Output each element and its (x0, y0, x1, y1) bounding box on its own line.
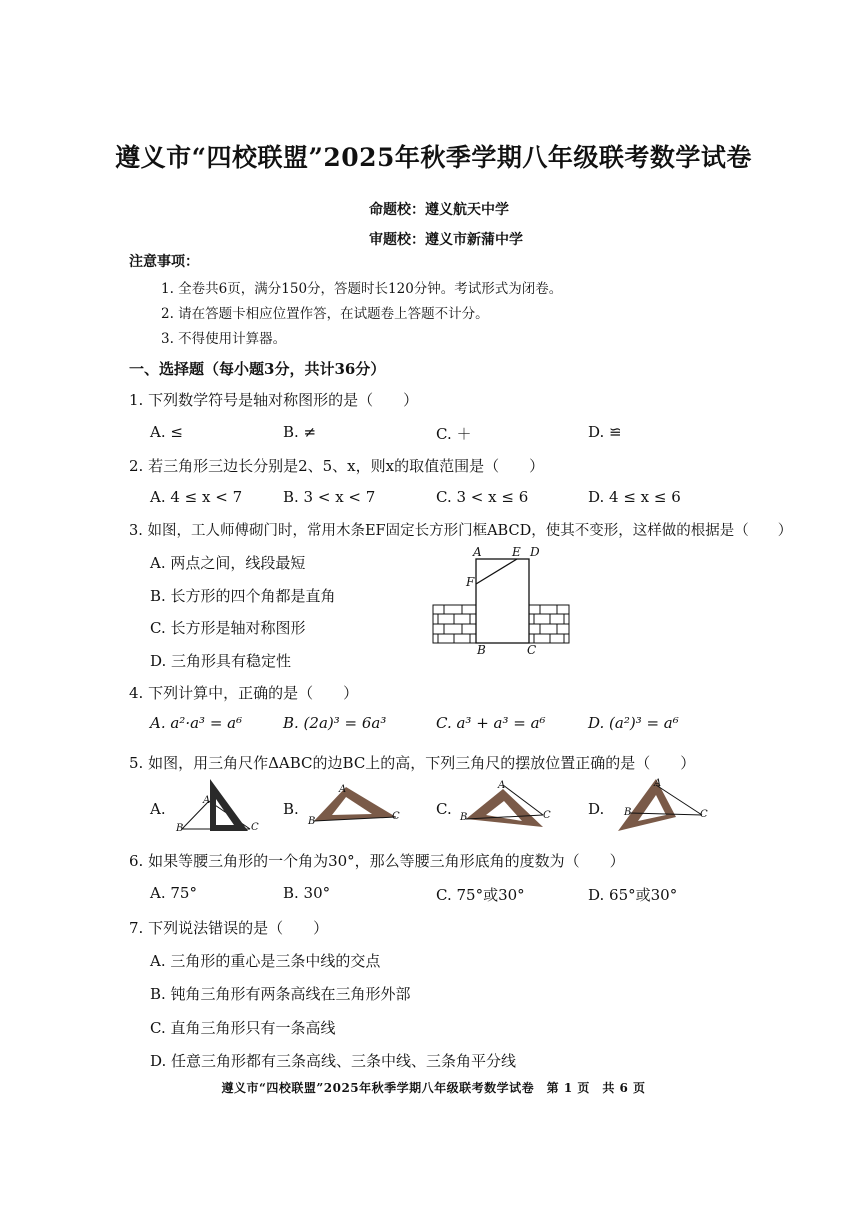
option: A. a²·a³ = a⁶ (150, 714, 243, 732)
option: C. ＋ (436, 425, 472, 443)
option: A. 75° (150, 884, 197, 902)
option: D. 4 ≤ x ≤ 6 (588, 488, 681, 506)
question-stem: 2. 若三角形三边长分别是2、5、x，则x的取值范围是（ ） (129, 457, 545, 475)
option: D. 三角形具有稳定性 (150, 652, 292, 670)
figure-label-a: A (339, 784, 347, 795)
option: D. (588, 800, 605, 818)
question-stem: 1. 下列数学符号是轴对称图形的是（ ） (129, 391, 419, 409)
option: A. 两点之间，线段最短 (150, 554, 306, 572)
figure-label-c: C (527, 643, 537, 657)
option: D. 任意三角形都有三条高线、三条中线、三条角平分线 (150, 1052, 517, 1070)
option: D. ≌ (588, 423, 622, 441)
figure-label-b: B (308, 816, 316, 827)
note-item: 3. 不得使用计算器。 (161, 331, 287, 347)
option: B. 30° (283, 884, 331, 902)
page-footer: 遵义市“四校联盟”2025年秋季学期八年级联考数学试卷 第 1 页 共 6 页 (221, 1081, 646, 1095)
figure-label-b: B (624, 807, 632, 818)
figure-label-a: A (498, 780, 506, 791)
figure-label-b: B (477, 643, 486, 657)
page-title: 遵义市“四校联盟”2025年秋季学期八年级联考数学试卷 (115, 143, 752, 172)
option: B. 3 < x < 7 (283, 488, 376, 506)
option: B. (2a)³ = 6a³ (283, 714, 387, 732)
option: C. 75°或30° (436, 886, 525, 904)
option: A. (150, 800, 166, 818)
section-heading: 一、选择题（每小题3分，共计36分） (129, 360, 386, 378)
option: C. 直角三角形只有一条高线 (150, 1019, 336, 1037)
figure-label-c: C (543, 810, 551, 821)
option: B. 钝角三角形有两条高线在三角形外部 (150, 985, 411, 1003)
set-square-figure-c (458, 775, 553, 837)
note-item: 1. 全卷共6页，满分150分，答题时长120分钟。考试形式为闭卷。 (161, 281, 563, 297)
figure-label-a: A (203, 795, 211, 806)
question-stem: 3. 如图，工人师傅砌门时，常用木条EF固定长方形门框ABCD，使其不变形，这样做的根据是（ ） (129, 523, 793, 539)
option: C. (436, 800, 452, 818)
question-stem: 6. 如果等腰三角形的一个角为30°，那么等腰三角形底角的度数为（ ） (129, 852, 625, 870)
figure-label-c: C (700, 809, 708, 820)
question-stem: 4. 下列计算中，正确的是（ ） (129, 684, 359, 702)
option: B. (283, 800, 299, 818)
figure-label-a: A (473, 545, 482, 559)
notes-heading: 注意事项： (129, 254, 199, 270)
option: B. 长方形的四个角都是直角 (150, 587, 336, 605)
figure-label-c: C (251, 822, 259, 833)
figure-label-d: D (530, 545, 540, 559)
question-stem: 7. 下列说法错误的是（ ） (129, 919, 329, 937)
figure-label-b: B (460, 812, 468, 823)
figure-label-f: F (466, 575, 475, 589)
reviewing-school: 审题校：遵义市新蒲中学 (369, 232, 523, 248)
figure-label-a: A (654, 778, 662, 789)
proposing-school: 命题校：遵义航天中学 (369, 202, 509, 218)
option: B. ≠ (283, 423, 317, 441)
option: A. 4 ≤ x < 7 (150, 488, 243, 506)
question-stem: 5. 如图，用三角尺作ΔABC的边BC上的高，下列三角尺的摆放位置正确的是（ ） (129, 754, 696, 772)
option: D. (a²)³ = a⁶ (588, 714, 679, 732)
option: C. a³ + a³ = a⁶ (436, 714, 546, 732)
set-square-figure-b (306, 775, 401, 837)
option: A. ≤ (150, 423, 183, 441)
option: C. 长方形是轴对称图形 (150, 619, 306, 637)
figure-label-e: E (512, 545, 521, 559)
note-item: 2. 请在答题卡相应位置作答，在试题卷上答题不计分。 (161, 306, 489, 322)
option: C. 3 < x ≤ 6 (436, 488, 529, 506)
option: A. 三角形的重心是三条中线的交点 (150, 952, 381, 970)
figure-label-c: C (392, 811, 400, 822)
figure-label-b: B (176, 823, 184, 834)
option: D. 65°或30° (588, 886, 678, 904)
door-frame-figure (430, 548, 570, 658)
